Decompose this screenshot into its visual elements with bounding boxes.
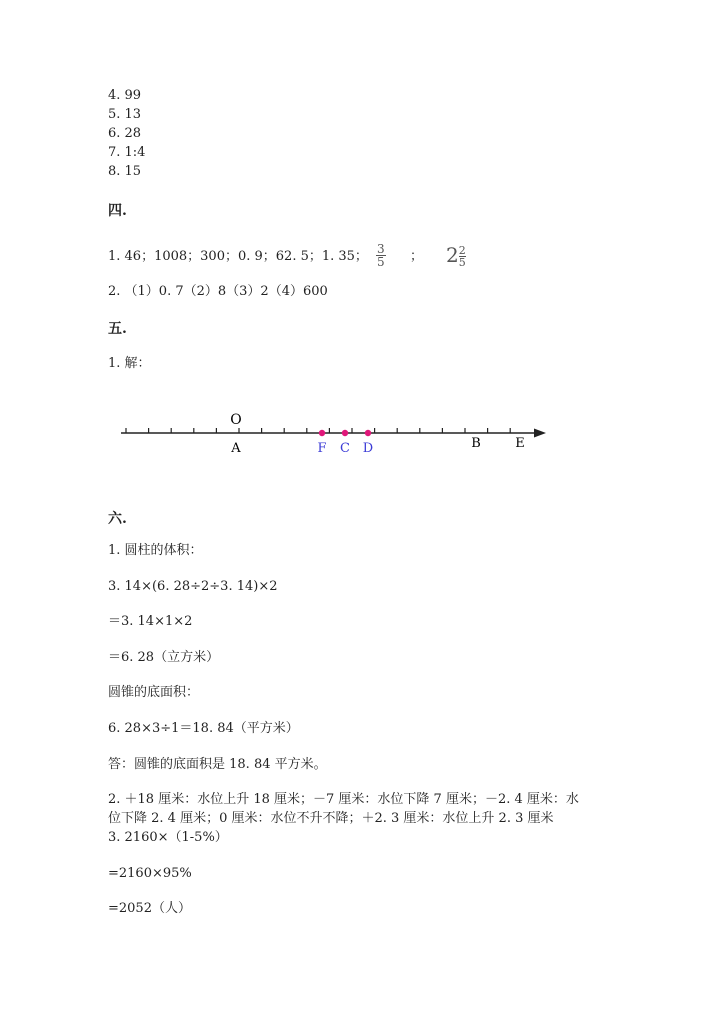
mixed-numerator: 2 [458,244,466,257]
mixed-whole: 2 [446,243,459,267]
q1-values: 1. 46；1008；300；0. 9；62. 5；1. 35； [108,249,368,264]
section-6-line: 6. 28×3÷1＝18. 84（平方米） [108,721,299,736]
answer-5: 5. 13 [108,107,142,122]
section-6-q3-line: =2160×95% [108,866,192,881]
section-6-line: ＝6. 28（立方米） [108,650,220,665]
section-4-q2: 2. （1）0. 7（2）8（3）2（4）600 [108,284,328,299]
answer-7: 7. 1:4 [108,145,146,160]
section-5-q1: 1. 解： [108,356,151,371]
label-O: O [230,412,242,428]
label-E: E [515,436,525,451]
section-4-q1 [108,248,368,266]
label-D: D [362,441,374,456]
frac-numerator: 3 [377,242,385,256]
fraction-three-fifths [376,243,386,268]
label-A: A [231,441,241,456]
answer-6: 6. 28 [108,126,142,141]
fraction-separator: ； [410,249,424,264]
section-6-q2-line2: 位下降 2. 4 厘米；0 厘米：水位不升不降；＋2. 3 厘米：水位上升 2. 3 厘米 [108,811,554,826]
mixed-number [446,243,466,268]
section-6-q2-line1: 2. ＋18 厘米：水位上升 18 厘米；－7 厘米：水位下降 7 厘米；－2. 4 厘米：水 [108,792,579,807]
frac-denominator: 5 [377,255,385,269]
answer-4: 4. 99 [108,88,142,103]
label-B: B [471,436,481,451]
section-5-heading: 五. [108,321,127,337]
section-6-line: ＝3. 14×1×2 [108,614,193,629]
arrow-head [534,429,546,438]
label-C: C [340,441,350,456]
point-C [342,430,348,436]
section-6-line: 3. 14×(6. 28÷2÷3. 14)×2 [108,579,278,594]
label-F: F [317,441,327,456]
answer-8: 8. 15 [108,164,142,179]
section-4-heading: 四. [108,203,127,219]
point-F [319,430,325,436]
section-6-line: 圆锥的底面积： [108,685,200,700]
mixed-denominator: 5 [458,256,466,269]
section-6-q3-line: 3. 2160×（1-5%） [108,830,228,845]
section-6-line: 1. 圆柱的体积： [108,543,203,558]
number-line [0,400,720,470]
section-6-answer: 答：圆锥的底面积是 18. 84 平方米。 [108,757,327,772]
point-D [365,430,371,436]
section-6-heading: 六. [108,511,127,527]
section-6-q3-line: =2052（人） [108,901,191,916]
